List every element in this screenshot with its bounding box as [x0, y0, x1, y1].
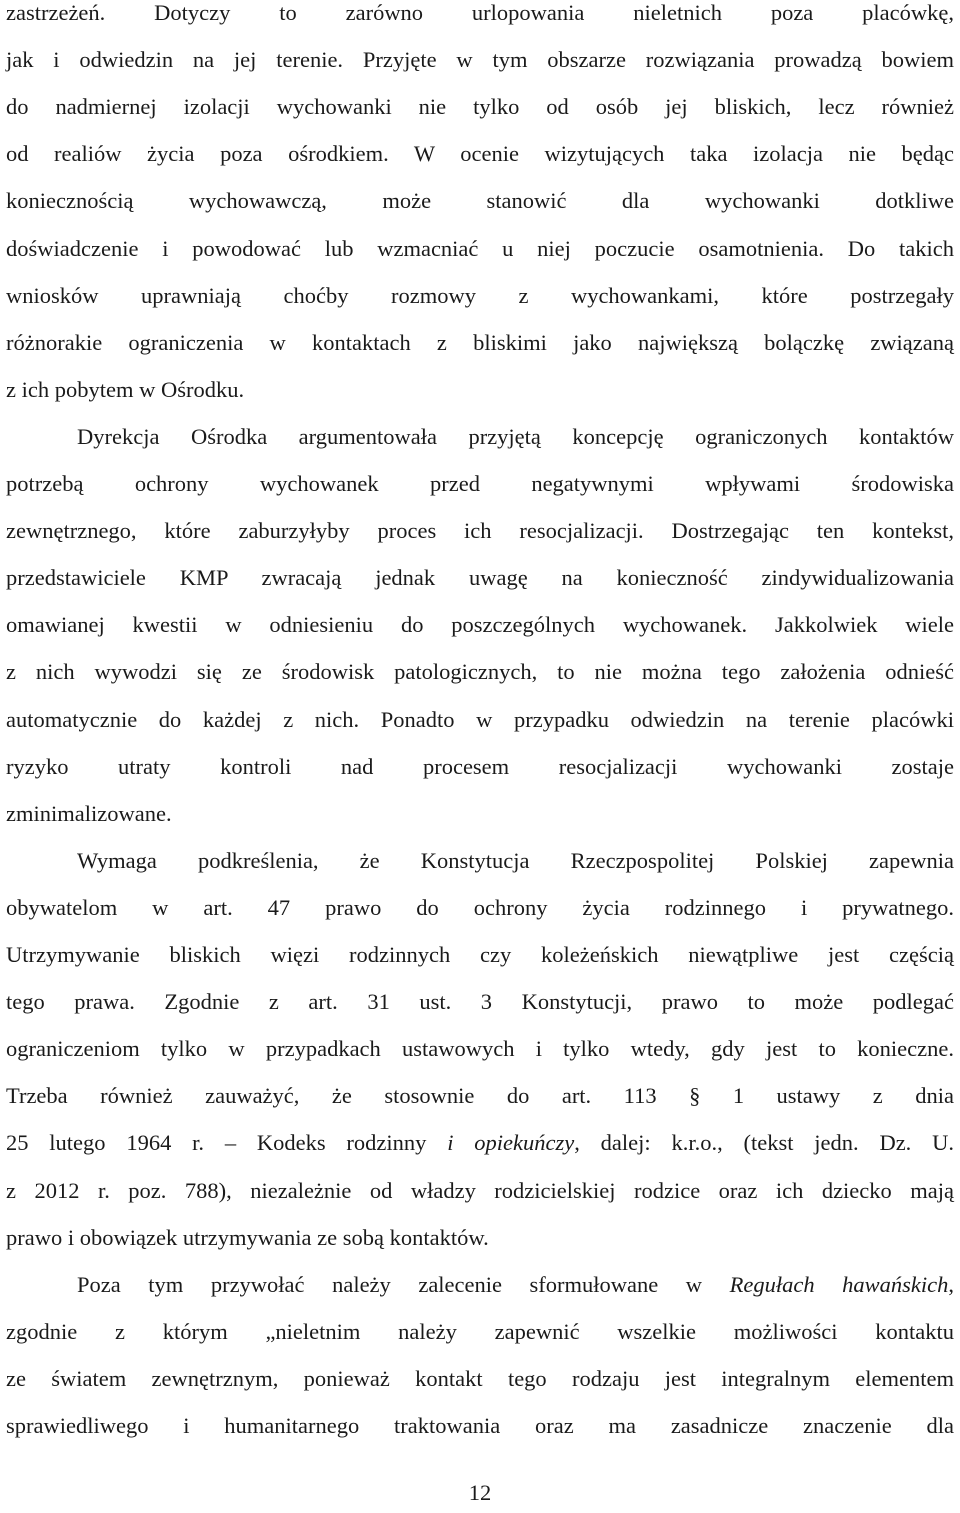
paragraph-3-line-1: Wymaga podkreślenia, że Konstytucja Rzeczpospolitej Polskiej zapewnia	[77, 847, 954, 873]
paragraph-1-line-3: do nadmiernej izolacji wychowanki nie tylko od osób jej bliskich, lecz również	[6, 94, 954, 120]
paragraph-2-line-4: przedstawiciele KMP zwracają jednak uwagę na konieczność zindywidualizowania	[6, 565, 954, 591]
page-number: 12	[468, 1480, 492, 1505]
paragraph-1-line-1: zastrzeżeń. Dotyczy to zarówno urlopowania nieletnich poza placówkę,	[6, 0, 954, 25]
paragraph-2-line-3: zewnętrznego, które zaburzyłyby proces ich resocjalizacji. Dostrzegając ten kontekst,	[6, 518, 954, 544]
paragraph-3-line-2: obywatelom w art. 47 prawo do ochrony życia rodzinnego i prywatnego.	[6, 894, 954, 920]
paragraph-2-line-6: z nich wywodzi się ze środowisk patologicznych, to nie można tego założenia odnieść	[6, 659, 954, 685]
paragraph-1-line-6: doświadczenie i powodować lub wzmacniać u niej poczucie osamotnienia. Do takich	[6, 235, 954, 261]
paragraph-1-line-2: jak i odwiedzin na jej terenie. Przyjęte w tym obszarze rozwiązania prowadzą bowiem	[6, 47, 954, 73]
paragraph-4-line-3: ze światem zewnętrznym, ponieważ kontakt tego rodzaju jest integralnym elementem	[6, 1365, 954, 1391]
paragraph-2-line-2: potrzebą ochrony wychowanek przed negatywnymi wpływami środowiska	[6, 471, 954, 496]
paragraph-4-line-2: zgodnie z którym „nieletnim należy zapewnić wszelkie możliwości kontaktu	[6, 1318, 954, 1344]
paragraph-2-line-1: Dyrekcja Ośrodka argumentowała przyjętą koncepcję ograniczonych kontaktów	[77, 423, 954, 449]
paragraph-3-line-4: tego prawa. Zgodnie z art. 31 ust. 3 Konstytucji, prawo to może podlegać	[6, 989, 954, 1015]
paragraph-1-line-9: z ich pobytem w Ośrodku.	[6, 376, 245, 402]
paragraph-3-line-7: 25 lutego 1964 r. – Kodeks rodzinny i opiekuńczy, dalej: k.r.o., (tekst jedn. Dz. U.	[6, 1130, 954, 1156]
paragraph-3-line-9: prawo i obowiązek utrzymywania ze sobą kontaktów.	[6, 1224, 489, 1250]
paragraph-3-line-6: Trzeba również zauważyć, że stosownie do art. 113 § 1 ustawy z dnia	[6, 1083, 954, 1109]
paragraph-4-line-1: Poza tym przywołać należy zalecenie sformułowane w Regułach hawańskich,	[77, 1271, 954, 1297]
paragraph-1-line-5: koniecznością wychowawczą, może stanowić dla wychowanki dotkliwe	[6, 188, 954, 214]
paragraph-4-line-4: sprawiedliwego i humanitarnego traktowania oraz ma zasadnicze znaczenie dla	[6, 1413, 954, 1438]
paragraph-2-line-9: zminimalizowane.	[6, 800, 172, 826]
paragraph-2-line-8: ryzyko utraty kontroli nad procesem resocjalizacji wychowanki zostaje	[6, 753, 954, 779]
paragraph-2-line-5: omawianej kwestii w odniesieniu do poszczególnych wychowanek. Jakkolwiek wiele	[6, 612, 954, 638]
paragraph-3-line-3: Utrzymywanie bliskich więzi rodzinnych czy koleżeńskich niewątpliwe jest częścią	[6, 942, 954, 967]
paragraph-3-line-8: z 2012 r. poz. 788), niezależnie od władzy rodzicielskiej rodzice oraz ich dziecko mają	[6, 1177, 954, 1203]
paragraph-2-line-7: automatycznie do każdej z nich. Ponadto w przypadku odwiedzin na terenie placówki	[6, 706, 954, 732]
paragraph-1-line-7: wniosków uprawniają choćby rozmowy z wychowankami, które postrzegały	[6, 282, 954, 308]
paragraph-1-line-8: różnorakie ograniczenia w kontaktach z bliskimi jako największą bolączkę związaną	[6, 329, 954, 355]
paragraph-1-line-4: od realiów życia poza ośrodkiem. W ocenie wizytujących taka izolacja nie będąc	[6, 141, 954, 167]
paragraph-3-line-5: ograniczeniom tylko w przypadkach ustawowych i tylko wtedy, gdy jest to konieczne.	[6, 1036, 954, 1062]
